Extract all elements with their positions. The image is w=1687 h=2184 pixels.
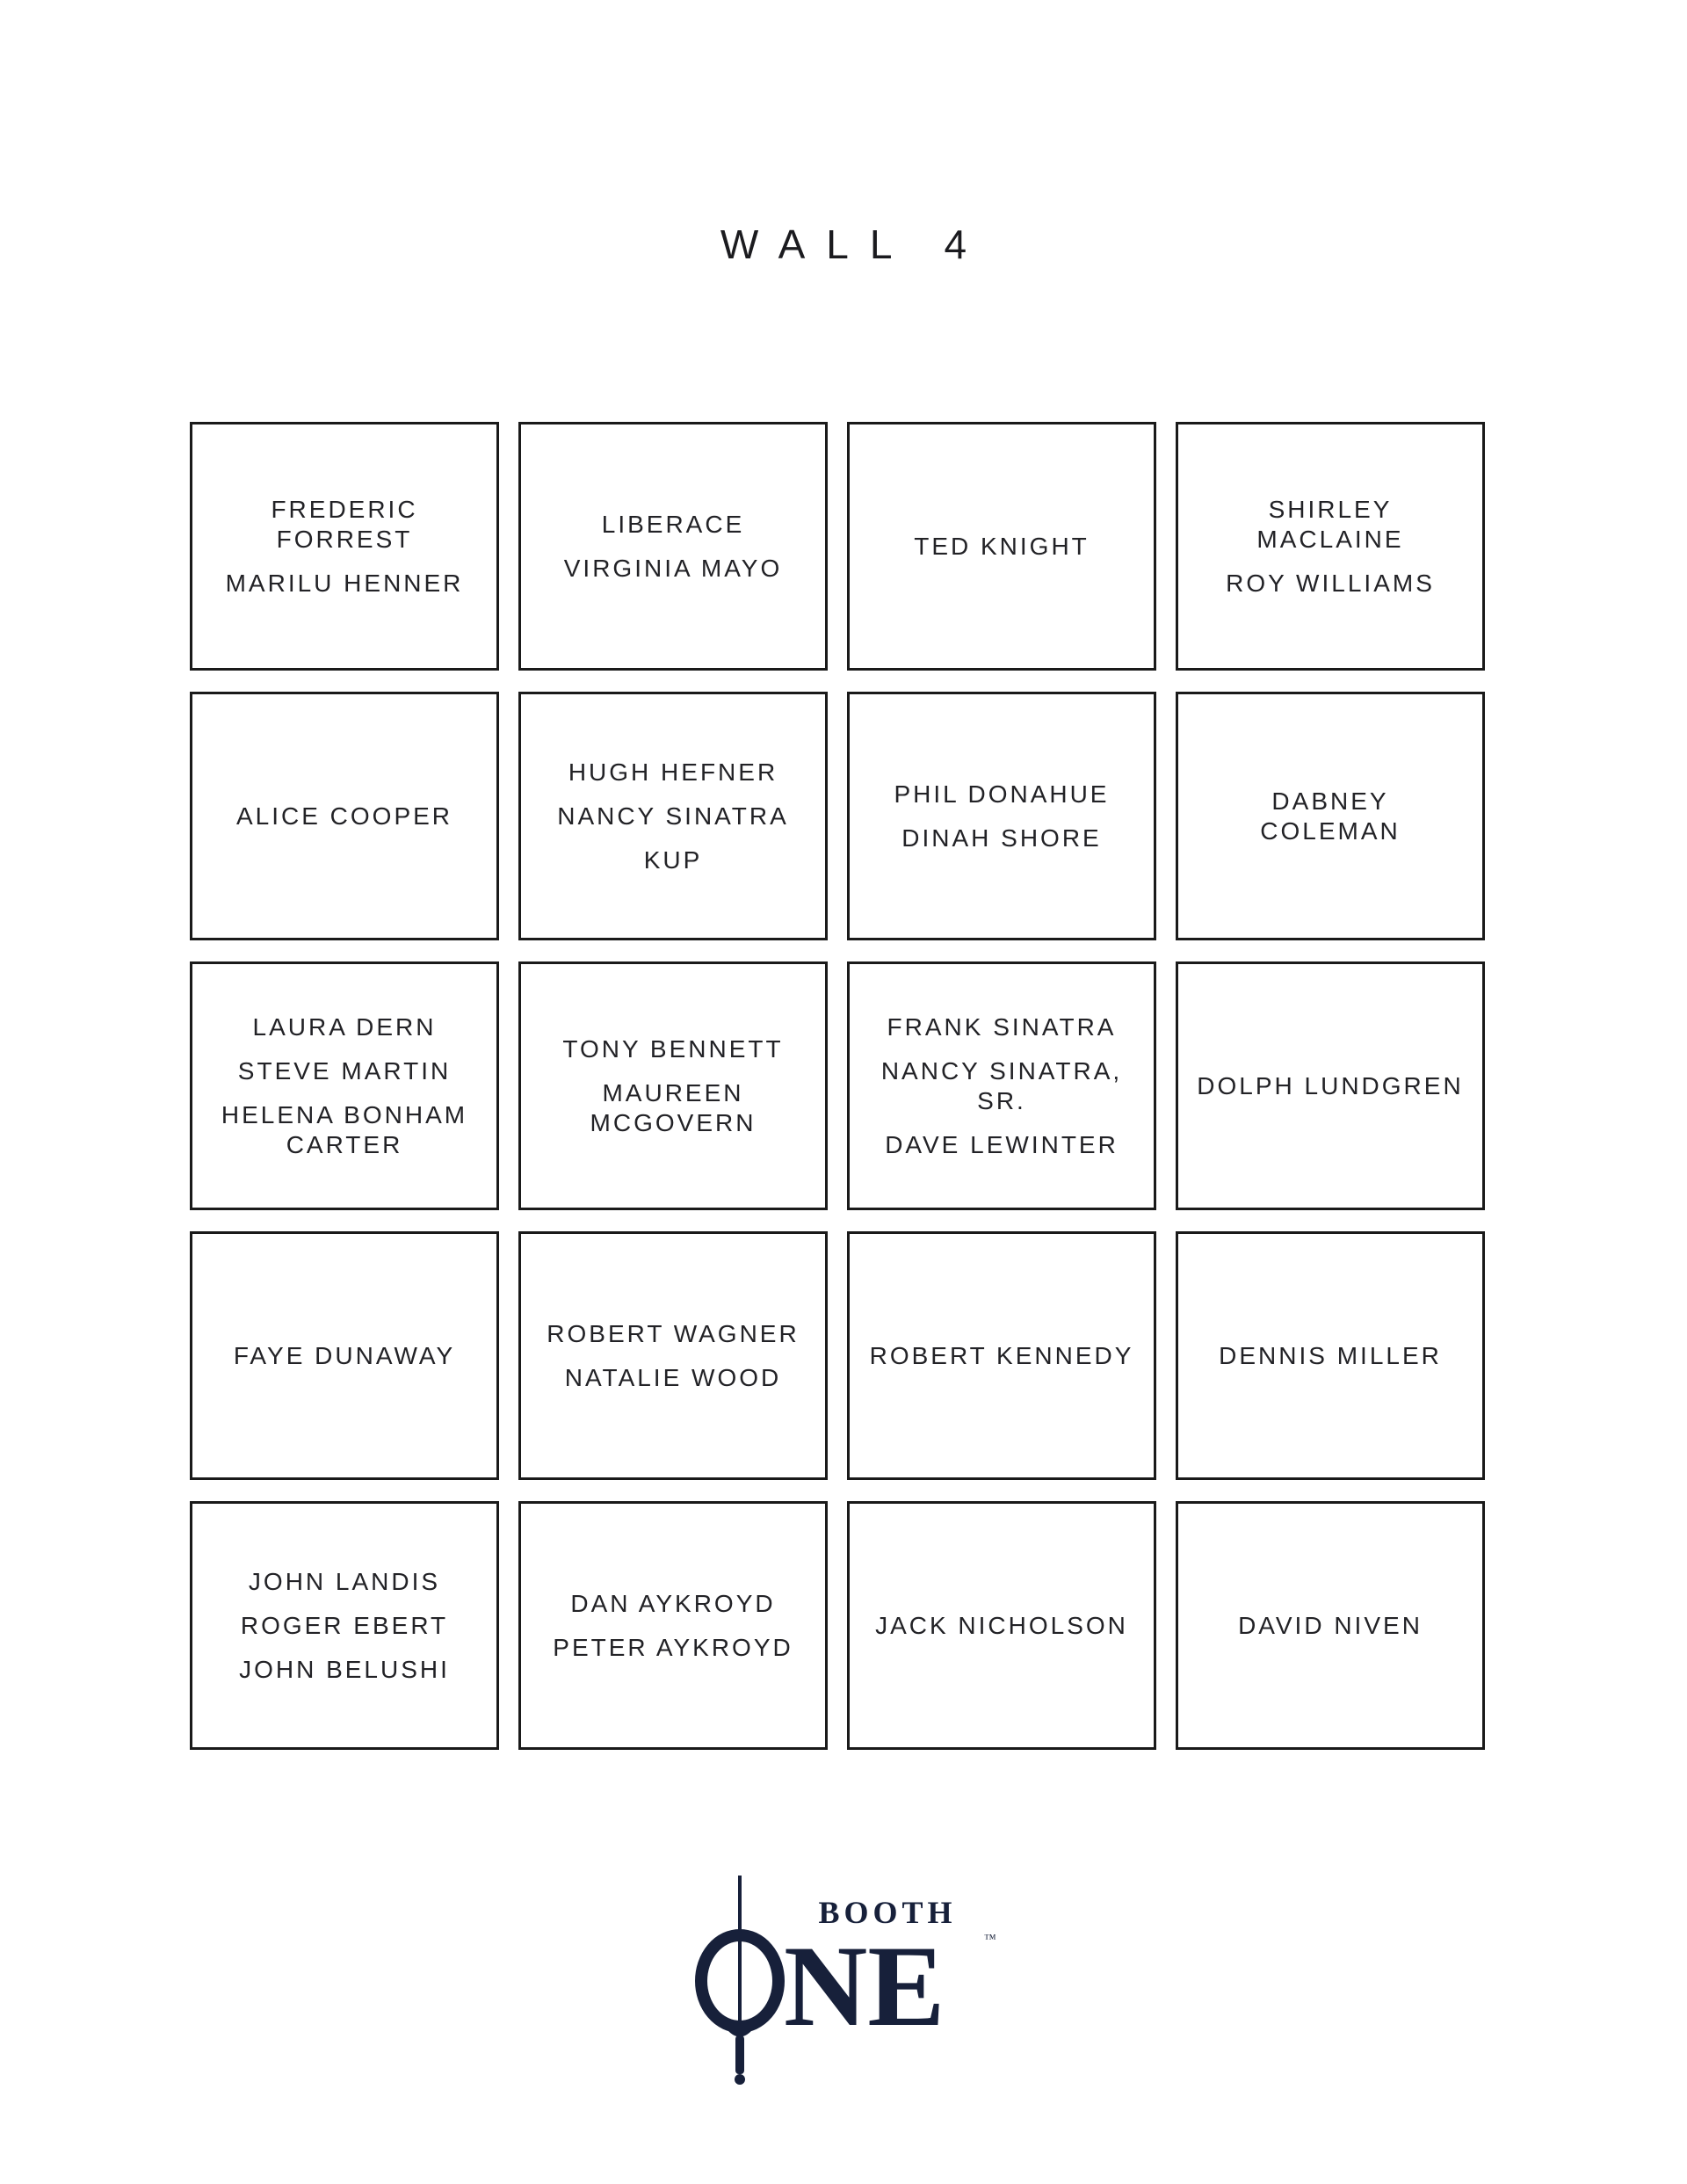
cell-name: MARILU HENNER [225,569,464,597]
grid-cell [190,1501,499,1750]
cell-name: DAVID NIVEN [1238,1611,1423,1639]
grid-cell [847,422,1156,671]
grid-cell [190,422,499,671]
cell-name: HELENA BONHAM CARTER [221,1100,468,1158]
seating-grid [190,422,1485,1750]
cell-name: DAVE LEWINTER [885,1130,1119,1158]
cell-name: LAURA DERN [252,1012,437,1041]
cell-name: NANCY SINATRA, SR. [880,1056,1123,1114]
grid-cell [847,961,1156,1210]
cell-name: PHIL DONAHUE [894,780,1110,808]
logo-trademark: ™ [984,1933,996,1946]
cell-name: JACK NICHOLSON [875,1611,1128,1639]
grid-cell [190,961,499,1210]
cell-name: HUGH HEFNER [568,758,778,786]
cell-name: JOHN LANDIS [248,1567,441,1595]
cell-name: DOLPH LUNDGREN [1197,1071,1464,1099]
cell-name: PETER AYKROYD [553,1633,793,1661]
logo-graphic [677,1872,1010,2092]
cell-name: ROY WILLIAMS [1226,569,1435,597]
cell-name: TED KNIGHT [914,532,1090,560]
cell-name: ROBERT KENNEDY [869,1341,1134,1369]
cell-name: KUP [643,845,703,874]
booth-one-logo [677,1872,1010,2092]
grid-cell [190,1231,499,1480]
grid-cell [1176,692,1485,940]
cell-name: NATALIE WOOD [564,1363,782,1391]
cell-name: DENNIS MILLER [1219,1341,1442,1369]
page-title: WALL 4 [720,221,988,267]
grid-cell [847,692,1156,940]
cell-name: FRANK SINATRA [887,1012,1117,1041]
grid-cell [518,1501,828,1750]
logo-main-text: NE [784,1921,945,2050]
grid-cell [1176,1501,1485,1750]
cell-name: LIBERACE [601,510,745,538]
cell-name: VIRGINIA MAYO [563,554,783,582]
cell-name: JOHN BELUSHI [239,1655,450,1683]
cell-name: SHIRLEY MACLAINE [1256,495,1404,553]
grid-cell [518,1231,828,1480]
sword-icon [728,1876,752,2085]
logo-top-text: BOOTH [818,1895,957,1930]
cell-name: ROGER EBERT [240,1611,449,1639]
cell-name: ALICE COOPER [235,802,453,830]
grid-cell [1176,1231,1485,1480]
grid-cell [190,692,499,940]
cell-name: FREDERIC FORREST [271,495,418,553]
grid-cell [847,1231,1156,1480]
grid-cell [518,422,828,671]
cell-name: FAYE DUNAWAY [233,1341,456,1369]
grid-cell [1176,422,1485,671]
cell-name: STEVE MARTIN [237,1056,452,1085]
cell-name: NANCY SINATRA [557,802,789,830]
cell-name: TONY BENNETT [562,1034,784,1063]
cell-name: ROBERT WAGNER [547,1319,800,1347]
cell-name: DAN AYKROYD [570,1589,776,1617]
grid-cell [518,961,828,1210]
cell-name: DINAH SHORE [901,824,1102,852]
cell-name: MAUREEN MCGOVERN [590,1078,757,1136]
grid-cell [518,692,828,940]
cell-name: DABNEY COLEMAN [1260,787,1401,845]
grid-cell [1176,961,1485,1210]
grid-cell [847,1501,1156,1750]
